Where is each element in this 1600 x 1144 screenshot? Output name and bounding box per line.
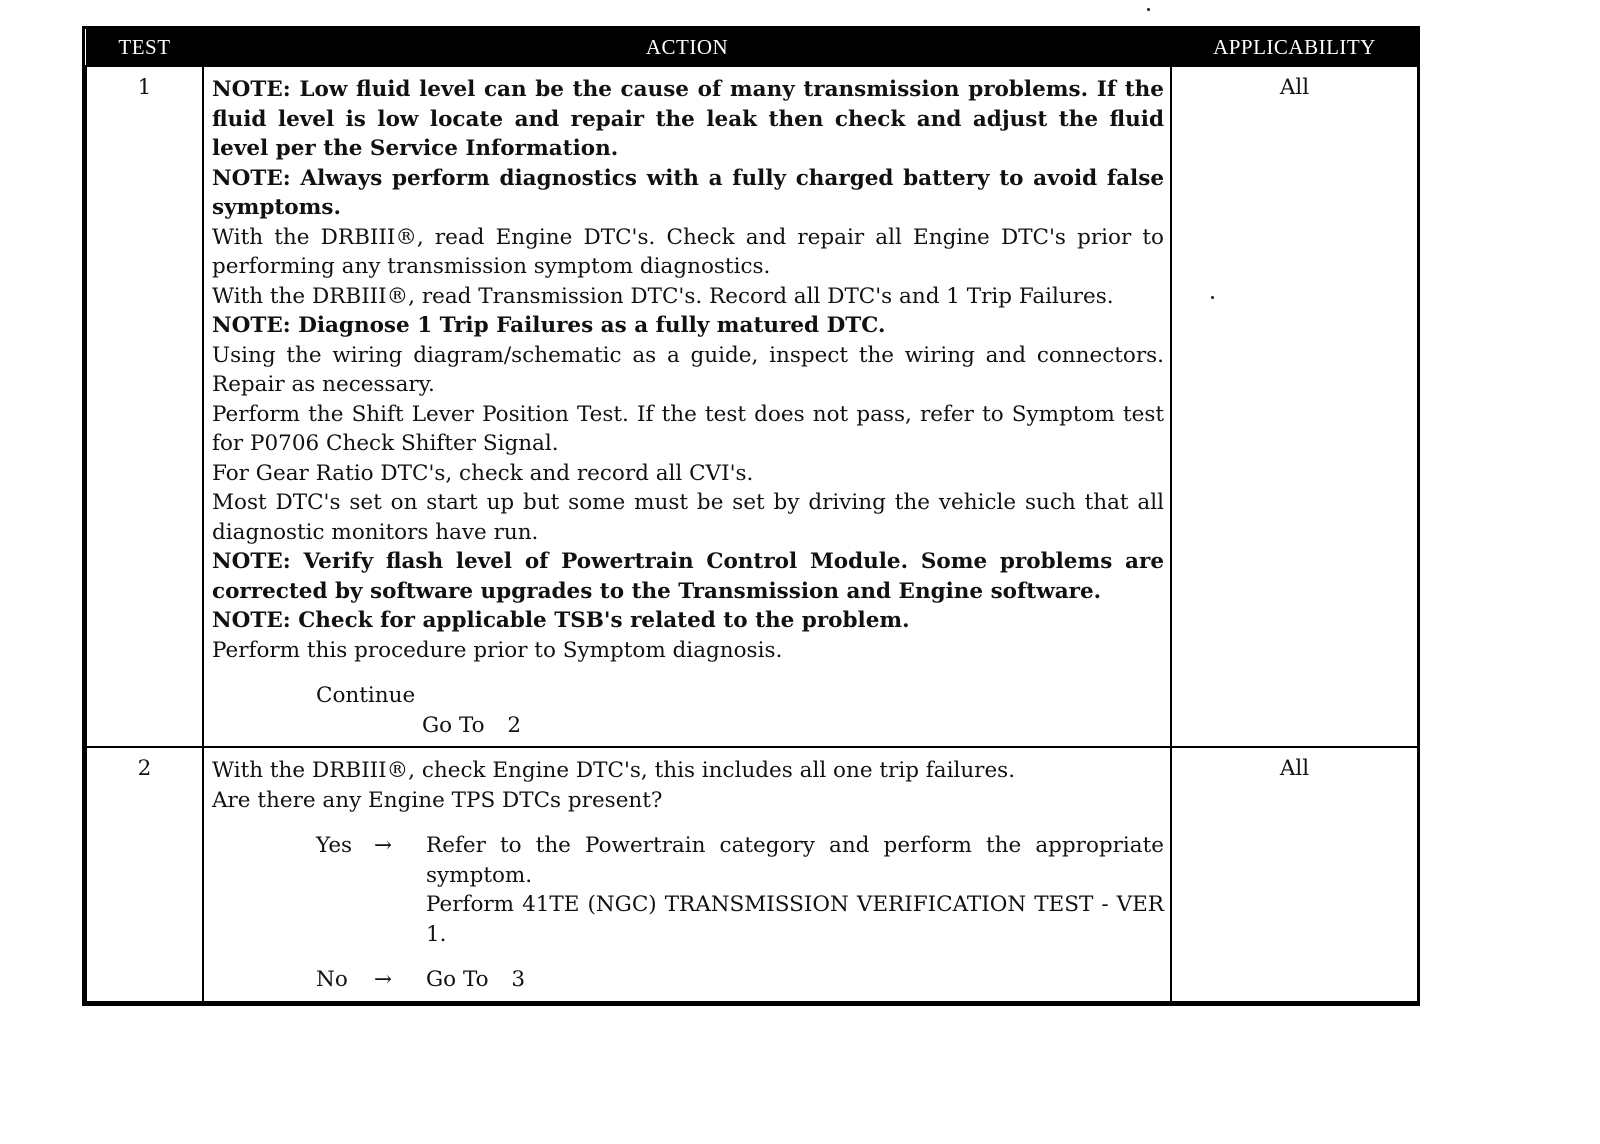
note-flash-level: NOTE: Verify flash level of Powertrain Control Module. Some problems are corrected by software upgrades to the Transmission and Engine software. (212, 549, 1164, 604)
table-row (86, 66, 1418, 747)
no-label: No (316, 967, 348, 992)
arrow-right-icon: → (374, 967, 393, 992)
diagnostic-table (82, 26, 1420, 1006)
header-applicability: APPLICABILITY (1171, 29, 1418, 66)
scan-speck (1211, 296, 1214, 299)
step-wiring: Using the wiring diagram/schematic as a guide, inspect the wiring and connectors. Repair as necessary. (212, 342, 1164, 397)
yes-instructions (426, 831, 1164, 949)
branch-yes (212, 831, 1164, 949)
table-header (86, 29, 1418, 66)
note-tsb: NOTE: Check for applicable TSB's related to the problem. (212, 608, 910, 633)
branch-no (212, 965, 1164, 995)
question-tps-dtc: Are there any Engine TPS DTCs present? (212, 787, 663, 813)
table-row (86, 747, 1418, 1002)
yes-label: Yes (316, 833, 353, 858)
goto-step[interactable] (212, 711, 1164, 741)
step-gear-ratio: For Gear Ratio DTC's, check and record all CVI's. (212, 460, 754, 486)
note-trip-failures: NOTE: Diagnose 1 Trip Failures as a fully matured DTC. (212, 313, 886, 338)
yes-text-verification: Perform 41TE (NGC) TRANSMISSION VERIFICATION TEST - VER 1. (426, 892, 1164, 947)
scan-speck (1147, 8, 1150, 11)
goto-target: 2 (507, 712, 522, 738)
note-battery: NOTE: Always perform diagnostics with a fully charged battery to avoid false symptoms. (212, 165, 1164, 220)
test-number: 1 (86, 66, 203, 747)
step-check-engine-dtc: With the DRBIII®, check Engine DTC's, this includes all one trip failures. (212, 758, 1016, 783)
header-action: ACTION (203, 29, 1171, 66)
action-cell (203, 747, 1171, 1002)
action-cell (203, 66, 1171, 747)
applicability-cell: All (1171, 747, 1418, 1002)
step-prior-symptom: Perform this procedure prior to Symptom diagnosis. (212, 637, 783, 663)
goto-label: Go To (426, 967, 489, 992)
applicability-cell: All (1171, 66, 1418, 747)
step-engine-dtc: With the DRBIII®, read Engine DTC's. Check and repair all Engine DTC's prior to performing any transmission symptom diagnostics. (212, 224, 1164, 279)
no-goto-step[interactable] (426, 965, 1164, 995)
goto-target: 3 (511, 967, 526, 992)
test-number: 2 (86, 747, 203, 1002)
step-transmission-dtc: With the DRBIII®, read Transmission DTC's. Record all DTC's and 1 Trip Failures. (212, 283, 1114, 309)
goto-label: Go To (422, 712, 485, 738)
step-shift-lever: Perform the Shift Lever Position Test. If the test does not pass, refer to Symptom test for P0706 Check Shifter Signal. (212, 401, 1164, 456)
arrow-right-icon: → (374, 833, 393, 858)
yes-text-powertrain: Refer to the Powertrain category and perform the appropriate symptom. (426, 833, 1164, 888)
note-fluid-level: NOTE: Low fluid level can be the cause of many transmission problems. If the fluid level is low locate and repair the leak then check and adjust the fluid level per the Service Information. (212, 77, 1164, 161)
step-dtc-driving: Most DTC's set on start up but some must be set by driving the vehicle such that all diagnostic monitors have run. (212, 490, 1164, 545)
header-test: TEST (86, 29, 203, 66)
continue-label: Continue (316, 683, 416, 708)
